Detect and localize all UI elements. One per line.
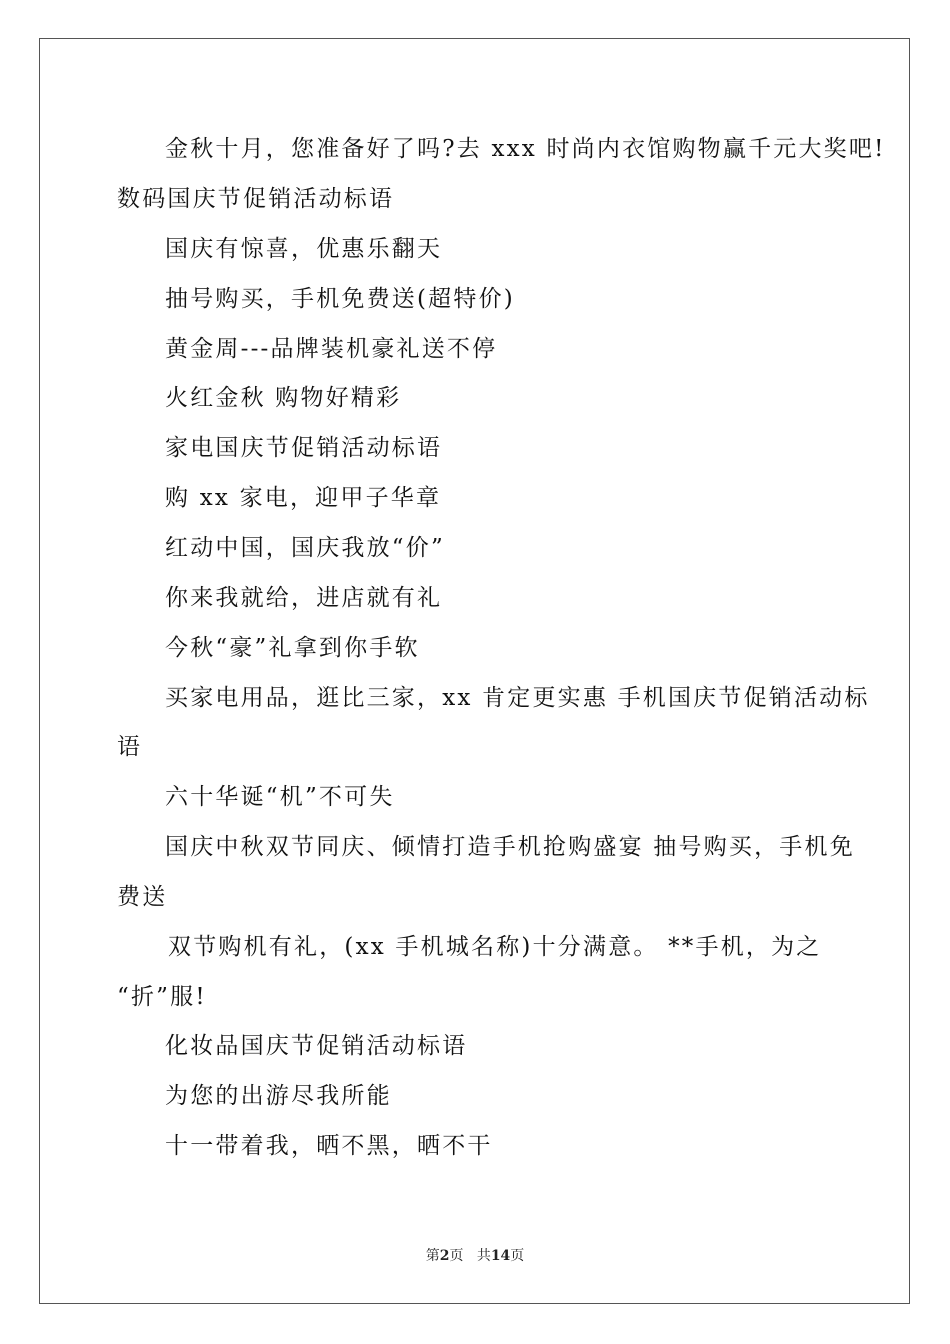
text-line: 购 xx 家电，迎甲子华章	[165, 485, 442, 511]
text-line: 买家电用品，逛比三家，xx 肯定更实惠 手机国庆节促销活动标	[165, 685, 870, 711]
text-line: 你来我就给，进店就有礼	[165, 585, 443, 611]
page-label-prefix: 第	[425, 1248, 440, 1264]
section-heading: 家电国庆节促销活动标语	[165, 435, 443, 461]
text-line: “折”服!	[117, 984, 207, 1010]
section-heading: 数码国庆节促销活动标语	[117, 186, 395, 212]
text-line: 国庆中秋双节同庆、倾情打造手机抢购盛宴 抽号购买，手机免	[165, 834, 855, 860]
text-line: 六十华诞“机”不可失	[165, 784, 395, 810]
text-line: 语	[117, 734, 143, 760]
section-heading: 化妆品国庆节促销活动标语	[165, 1033, 468, 1059]
text-line: 费送	[117, 884, 168, 910]
text-line: 黄金周---品牌装机豪礼送不停	[165, 336, 498, 362]
text-line: 红动中国，国庆我放“价”	[165, 535, 445, 561]
page-footer	[0, 1246, 950, 1266]
page-label-suffix: 页	[449, 1248, 464, 1264]
text-line: 十一带着我，晒不黑，晒不干	[165, 1133, 493, 1159]
total-label-suffix: 页	[510, 1248, 525, 1264]
page-number: 2	[439, 1248, 450, 1264]
text-line: 双节购机有礼，(xx 手机城名称)十分满意。 **手机，为之	[168, 934, 822, 960]
text-line: 为您的出游尽我所能	[165, 1083, 392, 1109]
text-line: 今秋“豪”礼拿到你手软	[165, 635, 420, 661]
total-label-prefix: 共	[476, 1248, 491, 1264]
text-line: 火红金秋 购物好精彩	[165, 385, 402, 411]
text-line: 抽号购买，手机免费送(超特价)	[165, 286, 515, 312]
text-line: 金秋十月，您准备好了吗?去 xxx 时尚内衣馆购物赢千元大奖吧!	[165, 136, 886, 162]
page-border	[39, 38, 910, 1304]
text-line: 国庆有惊喜，优惠乐翻天	[165, 236, 443, 262]
total-pages: 14	[490, 1248, 511, 1264]
